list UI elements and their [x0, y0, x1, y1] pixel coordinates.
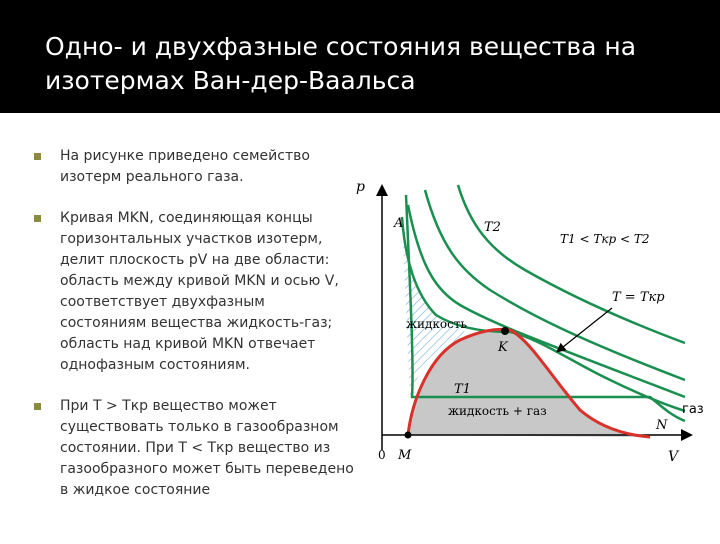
- label-n: N: [656, 418, 668, 433]
- title-bar: [0, 0, 720, 113]
- axis-p-label: p: [356, 179, 365, 195]
- isotherm-diagram-svg: [350, 165, 720, 540]
- title-line-2: изотермах Ван-дер-Ваальса: [45, 66, 416, 95]
- tcrit-label: T = Tкр: [612, 290, 665, 305]
- isotherm-diagram: [350, 165, 720, 540]
- axis-v-label: V: [668, 449, 679, 465]
- bullet-list: [34, 146, 354, 521]
- bullet-text: Кривая MKN, соединяющая концы горизонтальных участков изотерм, делит плоскость pV на две области: область между кривой MKN и осью V, соответствует двухфазным состояниям вещества жидкость-газ; область над кривой MKN отвечает однофазным состояниям.: [60, 210, 339, 373]
- origin-label: 0: [378, 448, 386, 462]
- label-t1: T1: [454, 382, 471, 397]
- critical-point: [501, 327, 509, 335]
- label-k: K: [498, 340, 508, 355]
- label-a: A: [394, 216, 404, 231]
- gas-label: газ: [682, 402, 704, 417]
- bullet-item: [34, 146, 354, 188]
- bullet-text: При T > Tкр вещество может существовать только в газообразном состоянии. При T < Tкр вещество из газообразного может быть переведено в жидкое состояние: [60, 398, 354, 498]
- label-m: M: [398, 448, 412, 463]
- liquid-label: жидкость: [406, 317, 468, 331]
- label-t2: T2: [484, 220, 501, 235]
- bullet-marker-icon: [34, 403, 41, 410]
- bullet-text: На рисунке приведено семейство изотерм реального газа.: [60, 148, 310, 185]
- isotherm-3: [458, 185, 685, 343]
- bullet-item: [34, 396, 354, 501]
- page-title: [45, 30, 705, 98]
- title-line-1: Одно- и двухфазные состояния вещества на: [45, 32, 637, 61]
- inequality-label: T1 < Tкр < T2: [560, 232, 650, 246]
- two-phase-label: жидкость + газ: [448, 404, 547, 418]
- point-m: [405, 432, 412, 439]
- bullet-marker-icon: [34, 215, 41, 222]
- bullet-marker-icon: [34, 153, 41, 160]
- bullet-item: [34, 208, 354, 376]
